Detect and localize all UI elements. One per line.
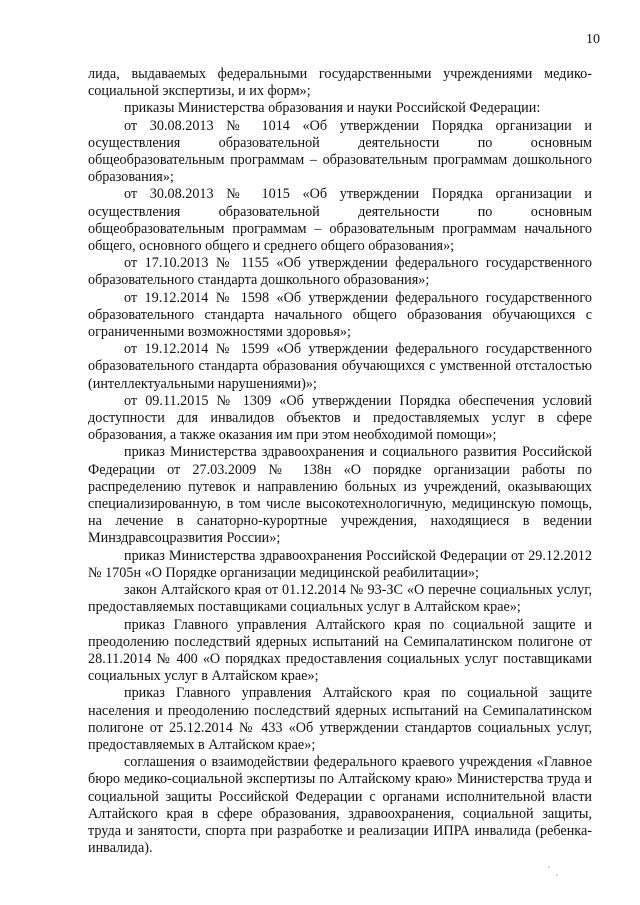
- paragraph: от 09.11.2015 № 1309 «Об утверждении Порядка обеспечения условий доступности для инвалидов объектов и предоставляемых услуг в сфере образования, а также оказания им при этом необходимой помощи»;: [88, 392, 592, 444]
- paragraph: соглашения о взаимодействии федерального краевого учреждения «Главное бюро медико-социальной экспертизы по Алтайскому краю» Министерства труда и социальной защиты Российской Федерации с органами исполнительной власти Алтайского края в сфере образования, здравоохранения, социальной защиты, труда и занятости, спорта при разработке и реализации ИПРА инвалида (ребенка-инвалида).: [88, 754, 592, 857]
- paragraph: приказ Главного управления Алтайского края по социальной защите населения и преодолению последствий ядерных испытаний на Семипалатинском полигоне от 25.12.2014 № 433 «Об утверждении стандартов социальных услуг, предоставляемых в Алтайском крае»;: [88, 685, 592, 753]
- paragraph: от 19.12.2014 № 1599 «Об утверждении федерального государственного образовательного стандарта образования обучающихся с умственной отсталостью (интеллектуальными нарушениями)»;: [88, 341, 592, 392]
- page-number: 10: [586, 32, 600, 47]
- paragraph: приказ Министерства здравоохранения Российской Федерации от 29.12.2012 № 1705н «О Порядке организации медицинской реабилитации»;: [88, 547, 592, 581]
- paragraph: лида, выдаваемых федеральными государственными учреждениями медико-социальной экспертизы, и их форм»;: [88, 66, 592, 100]
- paragraph: приказы Министерства образования и науки Российской Федерации:: [124, 100, 541, 117]
- paragraph: от 17.10.2013 № 1155 «Об утверждении федерального государственного образовательного стандарта дошкольного образования»;: [88, 255, 592, 289]
- paragraph: от 30.08.2013 № 1015 «Об утверждении Порядка организации и осуществления образовательной деятельности по основным общеобразовательным программам – образовательным программам начального общего, основного общего и среднего общего образования»;: [88, 186, 592, 255]
- document-body: [88, 66, 592, 857]
- paragraph: закон Алтайского края от 01.12.2014 № 93-ЗС «О перечне социальных услуг, предоставляемых поставщиками социальных услуг в Алтайском крае»;: [88, 582, 592, 616]
- scan-artifact: [548, 866, 550, 868]
- paragraph: приказ Главного управления Алтайского края по социальной защите и преодолению последствий ядерных испытаний на Семипалатинском полигоне от 28.11.2014 № 400 «О порядках предоставления социальных услуг поставщиками социальных услуг в Алтайском крае»;: [88, 616, 592, 685]
- scan-artifact: [556, 874, 558, 876]
- paragraph: от 30.08.2013 № 1014 «Об утверждении Порядка организации и осуществления образовательной деятельности по основным общеобразовательным программам – образовательным программам дошкольного образования»;: [88, 117, 592, 186]
- paragraph: от 19.12.2014 № 1598 «Об утверждении федерального государственного образовательного стандарта начального общего образования обучающихся с ограниченными возможностями здоровья»;: [88, 289, 592, 341]
- paragraph: приказ Министерства здравоохранения и социального развития Российской Федерации от 27.03.2009 № 138н «О порядке организации работы по распределению путевок и направлению больных из учреждений, оказывающих специализированную, в том числе высокотехнологичную, медицинскую помощь, на лечение в санаторно-курортные учреждения, находящиеся в ведении Минздравсоцразвития России»;: [88, 444, 592, 547]
